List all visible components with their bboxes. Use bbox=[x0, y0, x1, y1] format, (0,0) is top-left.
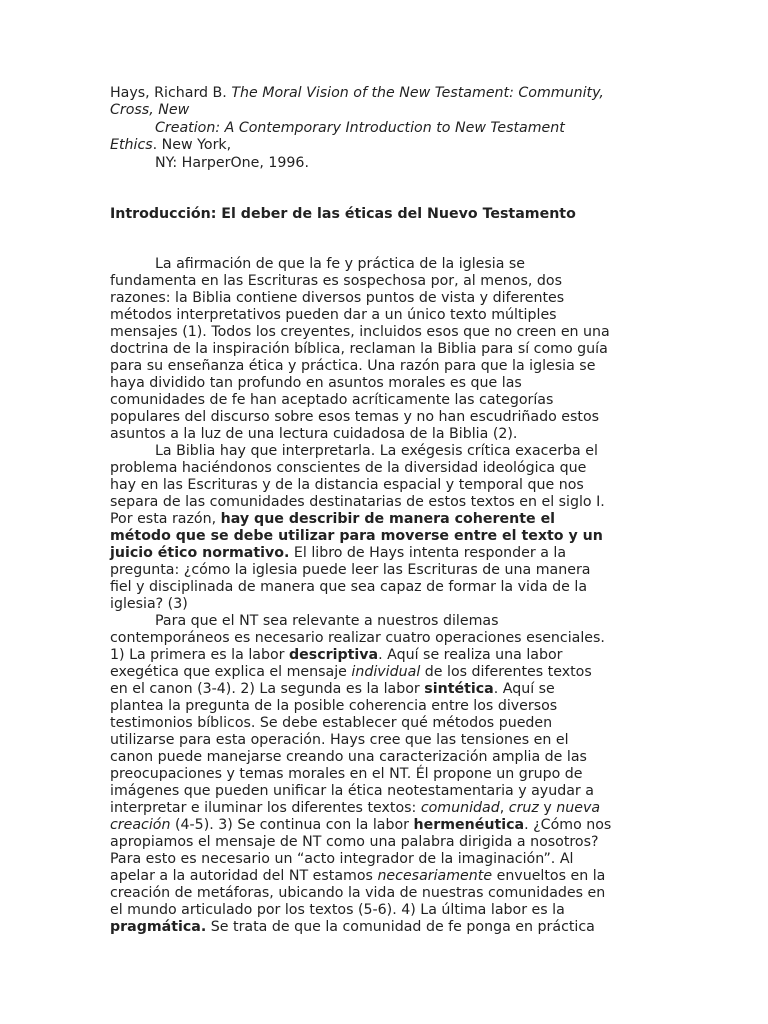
bold-run: pragmática. bbox=[110, 919, 207, 935]
paragraph-line: populares del discurso sobre esos temas y no han escudriñado estos bbox=[110, 409, 600, 425]
paragraph-line bbox=[110, 681, 555, 698]
paragraph-line: métodos interpretativos pueden dar a un único texto múltiples bbox=[110, 307, 557, 323]
text-run: apelar a la autoridad del NT estamos bbox=[110, 868, 378, 884]
paragraph-line: haya dividido tan profundo en asuntos morales es que las bbox=[110, 375, 522, 391]
citation-line bbox=[155, 120, 565, 137]
italic-run: individual bbox=[351, 664, 421, 680]
citation-author: Hays, Richard B. bbox=[110, 85, 232, 101]
citation-place: . New York, bbox=[152, 137, 232, 153]
text-run: exegética que explica el mensaje bbox=[110, 664, 352, 680]
paragraph-line: método que se debe utilizar para moverse entre el texto y un bbox=[110, 528, 603, 544]
paragraph-line: canon puede manejarse creando una caracterización amplia de las bbox=[110, 749, 587, 765]
text-run: . Aquí se bbox=[493, 681, 555, 697]
paragraph-line: iglesia? (3) bbox=[110, 596, 188, 612]
text-run: Por esta razón, bbox=[110, 511, 221, 527]
paragraph-line: fiel y disciplinada de manera que sea capaz de formar la vida de la bbox=[110, 579, 588, 595]
text-run: envueltos en la bbox=[492, 868, 606, 884]
text-run: de los diferentes textos bbox=[420, 664, 592, 680]
citation-title: The Moral Vision of the New Testament: Community, bbox=[231, 85, 604, 101]
italic-run: nueva bbox=[556, 800, 601, 816]
paragraph-line bbox=[110, 647, 563, 664]
paragraph-line: problema haciéndonos conscientes de la diversidad ideológica que bbox=[110, 460, 587, 476]
italic-run: necesariamente bbox=[377, 868, 493, 884]
bold-run: hermenéutica bbox=[413, 817, 525, 833]
paragraph-line: preocupaciones y temas morales en el NT. Él propone un grupo de bbox=[110, 766, 583, 782]
paragraph-line bbox=[110, 919, 595, 936]
text-run: (4-5). 3) Se continua con la labor bbox=[170, 817, 414, 833]
paragraph-line: contemporáneos es necesario realizar cuatro operaciones esenciales. bbox=[110, 630, 605, 646]
paragraph-line: comunidades de fe han aceptado acríticamente las categorías bbox=[110, 392, 554, 408]
paragraph-line: creación de metáforas, ubicando la vida de nuestras comunidades en bbox=[110, 885, 606, 901]
paragraph-line bbox=[110, 664, 592, 681]
paragraph-line: asuntos a la luz de una lectura cuidadosa de la Biblia (2). bbox=[110, 426, 518, 442]
citation-line bbox=[110, 102, 189, 119]
paragraph-line bbox=[110, 511, 555, 528]
paragraph-line: La afirmación de que la fe y práctica de la iglesia se bbox=[155, 256, 526, 272]
section-heading: Introducción: El deber de las éticas del Nuevo Testamento bbox=[110, 206, 576, 222]
italic-run: comunidad bbox=[420, 800, 500, 816]
text-run: , bbox=[499, 800, 509, 816]
citation-publisher: NY: HarperOne, 1996. bbox=[155, 155, 309, 171]
paragraph-line: hay en las Escrituras y de la distancia espacial y temporal que nos bbox=[110, 477, 584, 493]
italic-run: creación bbox=[110, 817, 171, 833]
text-run: y bbox=[538, 800, 557, 816]
text-run: . ¿Cómo nos bbox=[524, 817, 612, 833]
bold-run: sintética bbox=[424, 681, 494, 697]
citation-title: Creation: A Contemporary Introduction to New Testament bbox=[155, 120, 565, 136]
paragraph-line bbox=[110, 868, 605, 885]
citation-line bbox=[110, 85, 604, 102]
paragraph-line: imágenes que pueden unificar la ética neotestamentaria y ayudar a bbox=[110, 783, 594, 799]
paragraph-line: plantea la pregunta de la posible coherencia entre los diversos bbox=[110, 698, 558, 714]
text-run: interpretar e iluminar los diferentes textos: bbox=[110, 800, 421, 816]
paragraph-line: Para esto es necesario un “acto integrador de la imaginación”. Al bbox=[110, 851, 574, 867]
paragraph-line: para su enseñanza ética y práctica. Una razón para que la iglesia se bbox=[110, 358, 596, 374]
bold-run: juicio ético normativo. bbox=[110, 545, 290, 561]
paragraph-line: doctrina de la inspiración bíblica, reclaman la Biblia para sí como guía bbox=[110, 341, 608, 357]
citation-title: Ethics bbox=[110, 137, 153, 153]
italic-run: cruz bbox=[508, 800, 539, 816]
paragraph-line: La Biblia hay que interpretarla. La exégesis crítica exacerba el bbox=[155, 443, 598, 459]
paragraph-line: fundamenta en las Escrituras es sospechosa por, al menos, dos bbox=[110, 273, 562, 289]
text-run: El libro de Hays intenta responder a la bbox=[289, 545, 567, 561]
paragraph-line bbox=[110, 545, 566, 562]
text-run: 1) La primera es la labor bbox=[110, 647, 289, 663]
bold-run: hay que describir de manera coherente el bbox=[220, 511, 556, 527]
paragraph-line bbox=[110, 800, 600, 817]
paragraph-line: testimonios bíblicos. Se debe establecer qué métodos pueden bbox=[110, 715, 553, 731]
text-run: . Aquí se realiza una labor bbox=[378, 647, 563, 663]
paragraph-line: separa de las comunidades destinatarias de estos textos en el siglo I. bbox=[110, 494, 605, 510]
bold-run: descriptiva bbox=[289, 647, 379, 663]
citation-title: Cross, New bbox=[110, 102, 190, 118]
citation-line bbox=[110, 137, 231, 154]
paragraph-line: pregunta: ¿cómo la iglesia puede leer las Escrituras de una manera bbox=[110, 562, 591, 578]
text-run: Se trata de que la comunidad de fe ponga en práctica bbox=[206, 919, 595, 935]
paragraph-line: utilizarse para esta operación. Hays cree que las tensiones en el bbox=[110, 732, 569, 748]
paragraph-line: el mundo articulado por los textos (5-6). 4) La última labor es la bbox=[110, 902, 565, 918]
paragraph-line bbox=[110, 817, 611, 834]
text-run: en el canon (3-4). 2) La segunda es la labor bbox=[110, 681, 425, 697]
paragraph-line: razones: la Biblia contiene diversos puntos de vista y diferentes bbox=[110, 290, 565, 306]
paragraph-line: apropiamos el mensaje de NT como una palabra dirigida a nosotros? bbox=[110, 834, 599, 850]
paragraph-line: mensajes (1). Todos los creyentes, incluidos esos que no creen en una bbox=[110, 324, 610, 340]
paragraph-line: Para que el NT sea relevante a nuestros dilemas bbox=[155, 613, 499, 629]
